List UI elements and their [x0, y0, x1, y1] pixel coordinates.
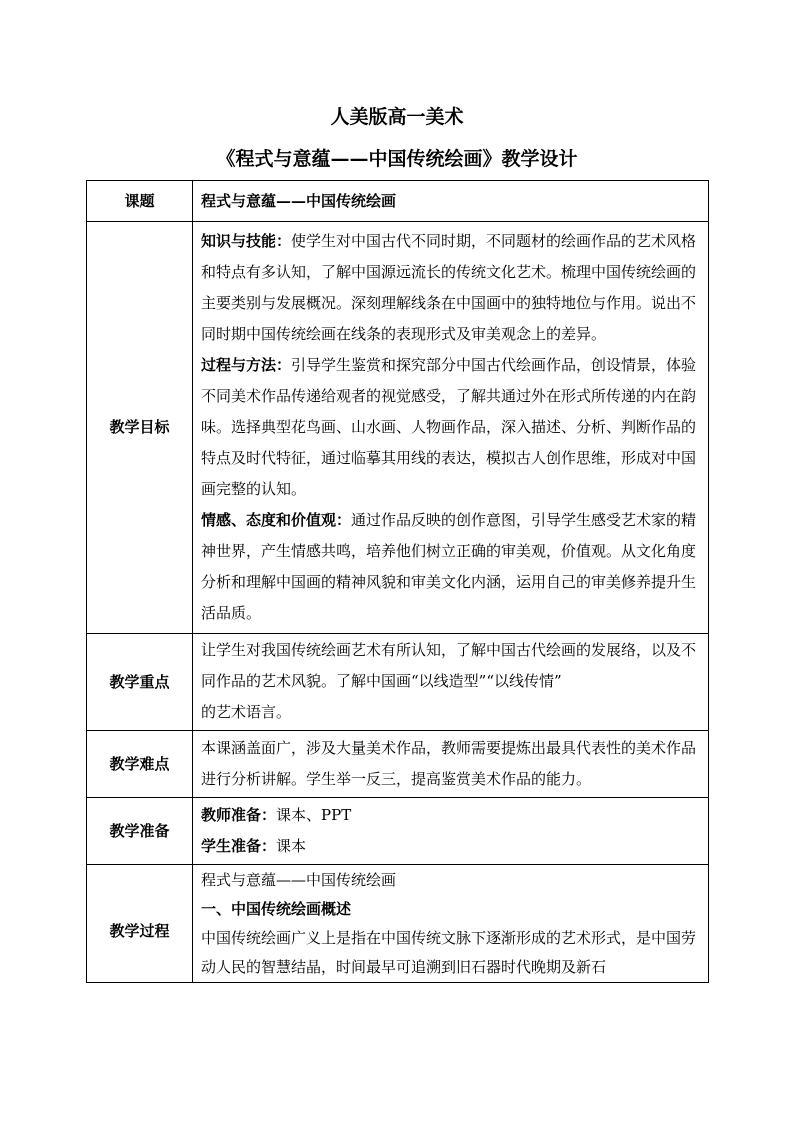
lesson-plan-table	[86, 180, 709, 983]
prep-content	[193, 798, 709, 865]
focus-text-2: 的艺术语言。	[201, 703, 292, 721]
prep-label: 教学准备	[87, 798, 193, 865]
goal-knowledge	[201, 226, 701, 350]
process-text: 中国传统绘画广义上是指在中国传统文脉下逐渐形成的艺术形式，是中国劳动人民的智慧结晶，时间最早可追溯到旧石器时代晚期及新石	[201, 929, 697, 976]
document-subtitle: 《程式与意蕴——中国传统绘画》教学设计	[216, 148, 578, 170]
goals-label: 教学目标	[87, 222, 193, 634]
table-row-difficulty	[87, 731, 709, 798]
table-row-process	[87, 865, 709, 983]
prep-teacher-text: 课本、PPT	[276, 806, 352, 824]
topic-label: 课题	[87, 181, 193, 222]
table-row-prep	[87, 798, 709, 865]
prep-student-heading: 学生准备：	[201, 837, 277, 855]
goal-process	[201, 350, 701, 505]
topic-value: 程式与意蕴——中国传统绘画	[193, 181, 709, 222]
goal-emotion-heading: 情感、态度和价值观：	[201, 511, 352, 529]
goal-knowledge-text: 使学生对中国古代不同时期，不同题材的绘画作品的艺术风格和特点有多认知，了解中国源远流长的传统文化艺术。梳理中国传统绘画的主要类别与发展概况。深刻理解线条在中国画中的独特地位与作用。说出不同时期中国传统绘画在线条的表现形式及审美观念上的差异。	[201, 232, 697, 343]
focus-text: 让学生对我国传统绘画艺术有所认知，了解中国古代绘画的发展络，以及不同作品的艺术风貌。了解中国画“以线造型”“以线传情”	[201, 641, 697, 690]
goal-emotion-text: 通过作品反映的创作意图，引导学生感受艺术家的精神世界，产生情感共鸣，培养他们树立正确的审美观，价值观。从文化角度分析和理解中国画的精神风貌和审美文化内涵，运用自己的审美修养提升生活品质。	[201, 511, 697, 622]
goal-emotion	[201, 505, 701, 629]
table-row-goals	[87, 222, 709, 634]
goal-knowledge-heading: 知识与技能：	[201, 232, 292, 250]
focus-label: 教学重点	[87, 634, 193, 731]
process-label: 教学过程	[87, 865, 193, 983]
process-section-heading: 一、中国传统绘画概述	[201, 900, 352, 918]
process-content	[193, 865, 709, 983]
table-row-topic	[87, 181, 709, 222]
prep-teacher	[201, 800, 701, 831]
prep-teacher-heading: 教师准备：	[201, 806, 277, 824]
goal-process-heading: 过程与方法：	[201, 356, 292, 374]
goals-content	[193, 222, 709, 634]
prep-student-text: 课本	[276, 837, 307, 855]
process-title: 程式与意蕴——中国传统绘画	[201, 871, 397, 889]
difficulty-text: 本课涵盖面广，涉及大量美术作品，教师需要提炼出最具代表性的美术作品进行分析讲解。学生举一反三，提高鉴赏美术作品的能力。	[193, 731, 709, 798]
difficulty-label: 教学难点	[87, 731, 193, 798]
focus-content	[193, 634, 709, 731]
table-row-focus	[87, 634, 709, 731]
prep-student	[201, 831, 701, 862]
goal-process-text: 引导学生鉴赏和探究部分中国古代绘画作品，创设情景，体验不同美术作品传递给观者的视觉感受，了解共通过外在形式所传递的内在韵味。选择典型花鸟画、山水画、人物画作品，深入描述、分析、判断作品的特点及时代特征，通过临摹其用线的表达，模拟古人创作思维，形成对中国画完整的认知。	[201, 356, 697, 498]
document-title: 人美版高一美术	[330, 106, 464, 128]
